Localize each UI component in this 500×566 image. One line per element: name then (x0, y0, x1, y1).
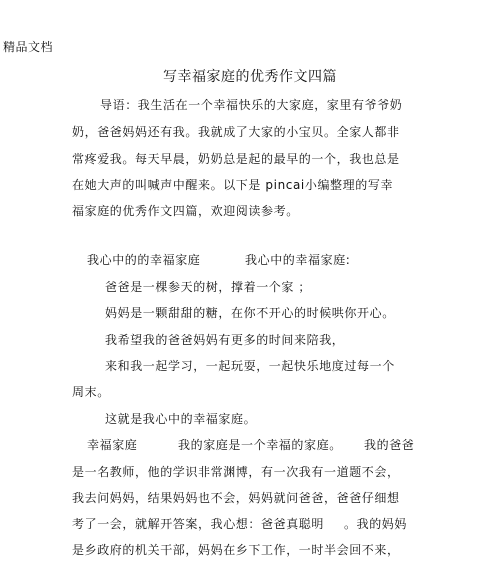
essay-2-heading: 幸福家庭 (87, 438, 138, 452)
essay-2-line: 我的家庭是一个幸福的家庭。 (178, 438, 342, 452)
essay-2-line: 我的爸爸 (364, 438, 415, 452)
document-header-label: 精品文档 (3, 40, 54, 54)
essay-1-subheading: 我心中的幸福家庭: (245, 253, 351, 267)
essay-2-line: 我去问妈妈，结果妈妈也不会，妈妈就问爸爸，爸爸仔细想 (72, 491, 400, 505)
document-title: 写幸福家庭的优秀作文四篇 (163, 69, 337, 85)
essay-2-line: 。我的妈妈 (344, 517, 408, 531)
essay-2-line: 是一名教师，他的学识非常渊博，有一次我有一道题不会， (72, 465, 400, 479)
essay-1-line: 这就是我心中的幸福家庭。 (105, 412, 257, 426)
essay-1-line: 妈妈是一颗甜甜的糖，在你不开心的时候哄你开心。 (105, 306, 395, 320)
intro-line: 常疼爱我。每天早晨，奶奶总是起的最早的一个，我也总是 (72, 152, 400, 166)
essay-1-heading: 我心中的的幸福家庭 (87, 253, 201, 267)
essay-2-line: 是乡政府的机关干部，妈妈在乡下工作，一时半会回不来， (72, 543, 400, 557)
intro-line: 奶，爸爸妈妈还有我。我就成了大家的小宝贝。全家人都非 (72, 125, 400, 139)
essay-1-line: 周末。 (72, 385, 110, 399)
essay-1-line: 我希望我的爸爸妈妈有更多的时间来陪我， (105, 333, 345, 347)
essay-2-line: 考了一会，就解开答案，我心想：爸爸真聪明 (72, 517, 325, 531)
essay-1-line: 爸爸是一棵参天的树，撑着一个家 ； (105, 280, 312, 294)
intro-line: 在她大声的叫喊声中醒来。以下是 pincai小编整理的写幸 (72, 178, 394, 192)
intro-line: 导语：我生活在一个幸福快乐的大家庭，家里有爷爷奶 (100, 98, 403, 112)
intro-line: 福家庭的优秀作文四篇，欢迎阅读参考。 (72, 204, 299, 218)
essay-1-line: 来和我一起学习，一起玩耍，一起快乐地度过每一个 (105, 359, 395, 373)
